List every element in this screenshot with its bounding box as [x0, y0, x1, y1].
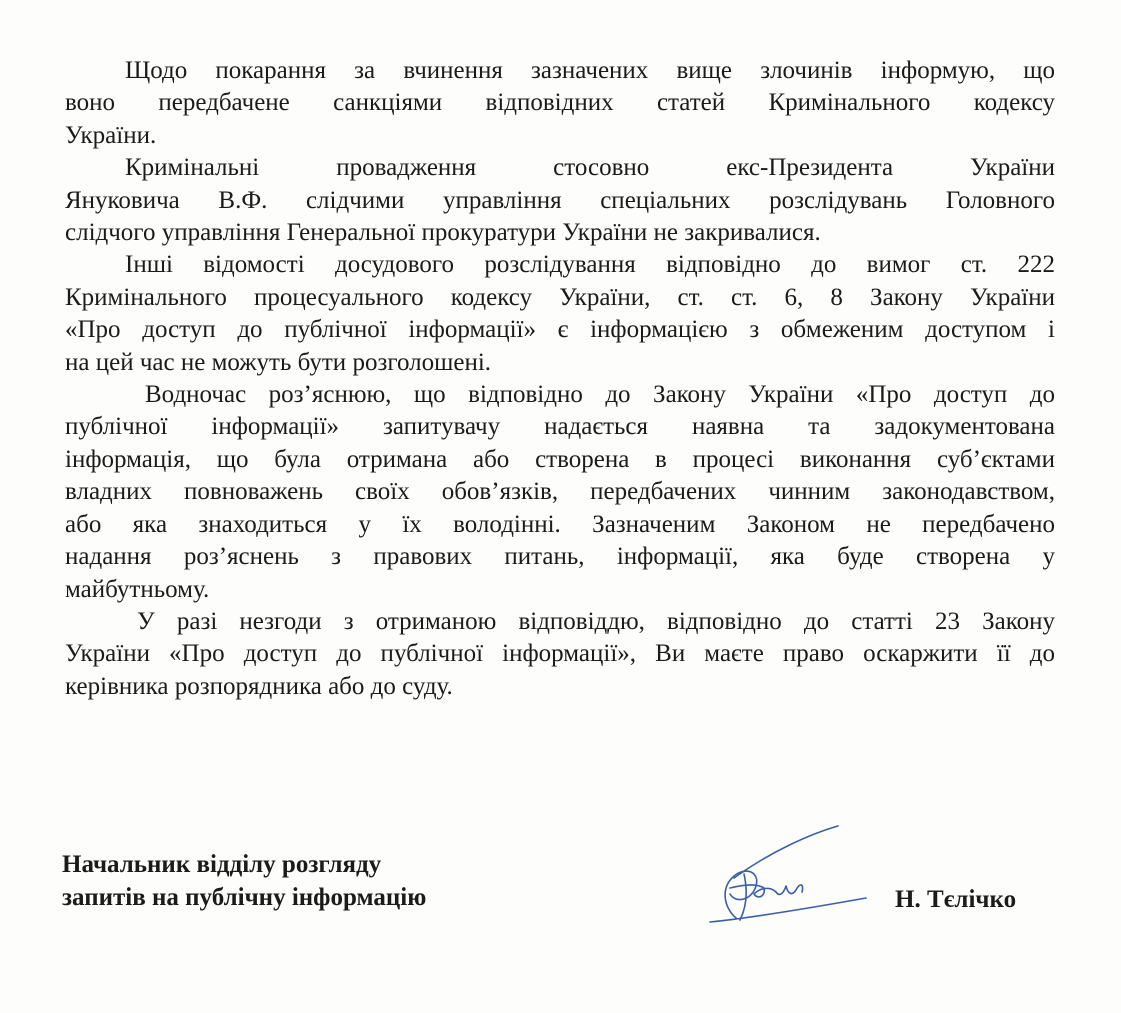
text-line: слідчого управління Генеральної прокуратури України не закривалися. — [65, 219, 821, 247]
signature-stroke — [734, 826, 838, 878]
text-line: У разі незгоди з отриманою відповіддю, відповідно до статті 23 Закону — [137, 607, 1055, 635]
text-line: надання роз’яснень з правових питань, інформації, яка буде створена у — [65, 543, 1055, 571]
text-line: Інші відомості досудового розслідування відповідно до вимог ст. 222 — [125, 251, 1055, 279]
paragraph-punishment — [65, 55, 1055, 152]
signature-stroke — [725, 871, 757, 918]
handwritten-signature — [700, 822, 870, 932]
text-line: владних повноважень своїх обов’язків, передбачених чинним законодавством, — [65, 478, 1055, 506]
signatory-position — [62, 848, 426, 914]
text-line: майбутньому. — [65, 575, 210, 603]
text-line: Кримінального процесуального кодексу України, ст. ст. 6, 8 Закону України — [65, 283, 1055, 311]
text-line: «Про доступ до публічної інформації» є інформацією з обмеженим доступом і — [65, 316, 1055, 344]
text-line: Щодо покарання за вчинення зазначених вище злочинів інформую, що — [125, 57, 1055, 84]
paragraph-proceedings — [65, 152, 1055, 249]
text-line: на цей час не можуть бути розголошені. — [65, 348, 492, 376]
paragraph-appeal — [65, 606, 1055, 703]
text-line: Януковича В.Ф. слідчими управління спеціальних розслідувань Головного — [65, 186, 1055, 214]
text-line: воно передбачене санкціями відповідних статей Кримінального кодексу — [65, 89, 1055, 117]
text-line: Водночас роз’яснюю, що відповідно до Закону України «Про доступ до — [145, 381, 1055, 409]
text-line: публічної інформації» запитувачу надається наявна та задокументована — [65, 413, 1055, 441]
signature-stroke — [740, 874, 746, 920]
text-line: Кримінальні провадження стосовно екс-Президента України — [125, 154, 1055, 182]
text-line: керівника розпорядника або до суду. — [65, 672, 453, 700]
signature-stroke — [730, 885, 803, 897]
signatory-name: Н. Тєлічко — [895, 886, 1017, 913]
signatory-position-line: запитів на публічну інформацію — [62, 884, 427, 911]
paragraph-clarification — [65, 379, 1055, 606]
signature-stroke — [710, 898, 866, 922]
text-line: або яка знаходиться у їх володінні. Зазначеним Законом не передбачено — [65, 510, 1055, 538]
text-line: інформація, що була отримана або створена в процесі виконання суб’єктами — [65, 445, 1055, 473]
letter-body — [65, 55, 1055, 703]
signatory-position-line: Начальник відділу розгляду — [62, 851, 382, 878]
text-line: України. — [65, 121, 157, 149]
text-line: України «Про доступ до публічної інформації», Ви маєте право оскаржити її до — [65, 640, 1055, 668]
paragraph-restricted-info — [65, 249, 1055, 379]
